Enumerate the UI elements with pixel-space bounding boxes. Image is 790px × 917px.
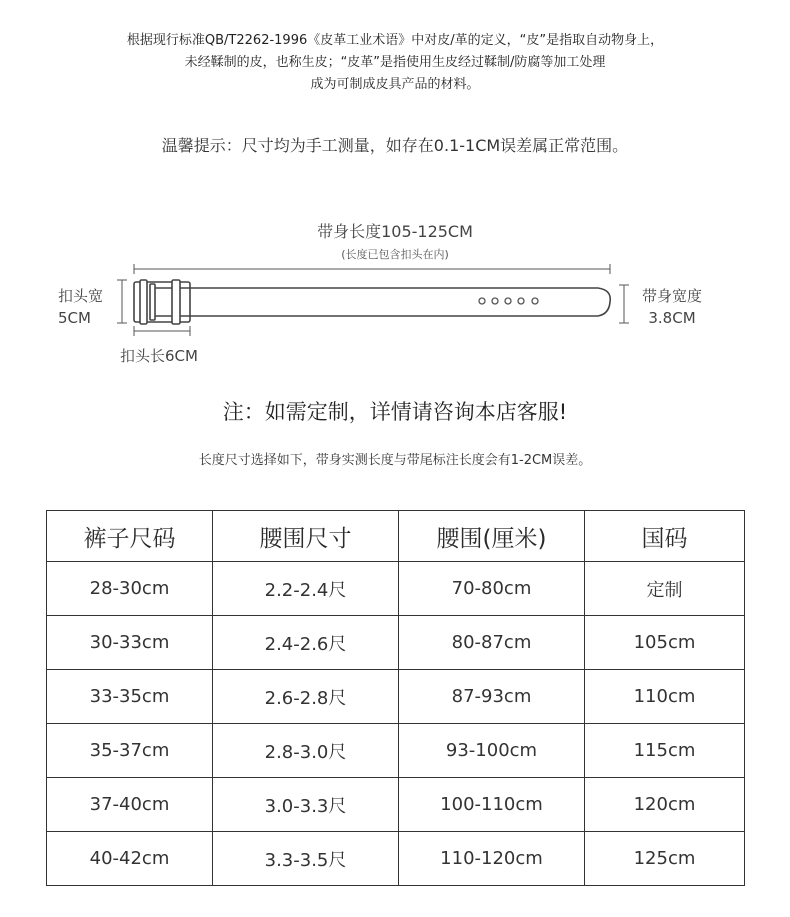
measurement-tip: 温馨提示：尺寸均为手工测量，如存在0.1-1CM误差属正常范围。 [161, 136, 629, 155]
strap-width-label-text: 带身宽度 [642, 287, 703, 305]
table-cell: 33-35cm [47, 670, 213, 724]
column-header-waist-cm: 腰围(厘米) [399, 511, 585, 562]
belt-strap [150, 288, 610, 316]
table-cell: 105cm [585, 616, 745, 670]
table-cell: 115cm [585, 724, 745, 778]
table-cell: 110cm [585, 670, 745, 724]
custom-order-note: 注：如需定制，详情请咨询本店客服! [222, 400, 568, 424]
table-cell: 120cm [585, 778, 745, 832]
table-cell: 2.2-2.4尺 [213, 562, 399, 616]
buckle-length-dimension-line [134, 326, 190, 336]
belt-diagram [0, 210, 790, 370]
table-cell: 125cm [585, 832, 745, 886]
table-cell: 3.0-3.3尺 [213, 778, 399, 832]
table-cell: 28-30cm [47, 562, 213, 616]
table-cell: 80-87cm [399, 616, 585, 670]
strap-width-label [642, 285, 702, 329]
table-row [47, 616, 745, 670]
table-cell: 93-100cm [399, 724, 585, 778]
table-cell: 40-42cm [47, 832, 213, 886]
table-row [47, 724, 745, 778]
table-cell: 37-40cm [47, 778, 213, 832]
table-cell: 30-33cm [47, 616, 213, 670]
buckle-width-value: 5CM [58, 309, 91, 327]
table-cell: 87-93cm [399, 670, 585, 724]
table-header-row [47, 511, 745, 562]
strap-width-value: 3.8CM [648, 309, 696, 327]
intro-line-2: 未经鞣制的皮，也称生皮；“皮革”是指使用生皮经过鞣制/防腐等加工处理 [184, 55, 606, 70]
table-row [47, 778, 745, 832]
column-header-pants-size: 裤子尺码 [47, 511, 213, 562]
belt-length-label: 带身长度105-125CM [317, 222, 473, 241]
buckle-width-dimension-line [117, 280, 127, 323]
buckle [134, 280, 190, 324]
belt-length-note: (长度已包含扣头在内) [341, 248, 449, 261]
buckle-width-label-text: 扣头宽 [58, 287, 104, 305]
intro-line-1: 根据现行标准QB/T2262-1996《皮革工业术语》中对皮/革的定义，“皮”是指取自动物身上， [126, 33, 664, 48]
table-cell: 3.3-3.5尺 [213, 832, 399, 886]
table-cell: 35-37cm [47, 724, 213, 778]
table-row [47, 562, 745, 616]
table-cell: 2.4-2.6尺 [213, 616, 399, 670]
table-cell: 2.6-2.8尺 [213, 670, 399, 724]
table-cell: 110-120cm [399, 832, 585, 886]
table-cell: 2.8-3.0尺 [213, 724, 399, 778]
strap-width-dimension-line [619, 285, 629, 323]
table-cell: 100-110cm [399, 778, 585, 832]
intro-line-3: 成为可制成皮具产品的材料。 [310, 77, 480, 92]
table-cell: 70-80cm [399, 562, 585, 616]
belt-holes [479, 298, 538, 304]
buckle-length-label: 扣头长6CM [120, 347, 198, 365]
table-row [47, 670, 745, 724]
size-selection-note: 长度尺寸选择如下，带身实测长度与带尾标注长度会有1-2CM误差。 [198, 453, 592, 468]
column-header-national-size: 国码 [585, 511, 745, 562]
table-row [47, 832, 745, 886]
buckle-width-label [58, 285, 103, 329]
length-dimension-line [134, 264, 610, 274]
size-table [46, 510, 745, 886]
table-cell: 定制 [585, 562, 745, 616]
column-header-waist-chi: 腰围尺寸 [213, 511, 399, 562]
intro-text [0, 30, 790, 96]
